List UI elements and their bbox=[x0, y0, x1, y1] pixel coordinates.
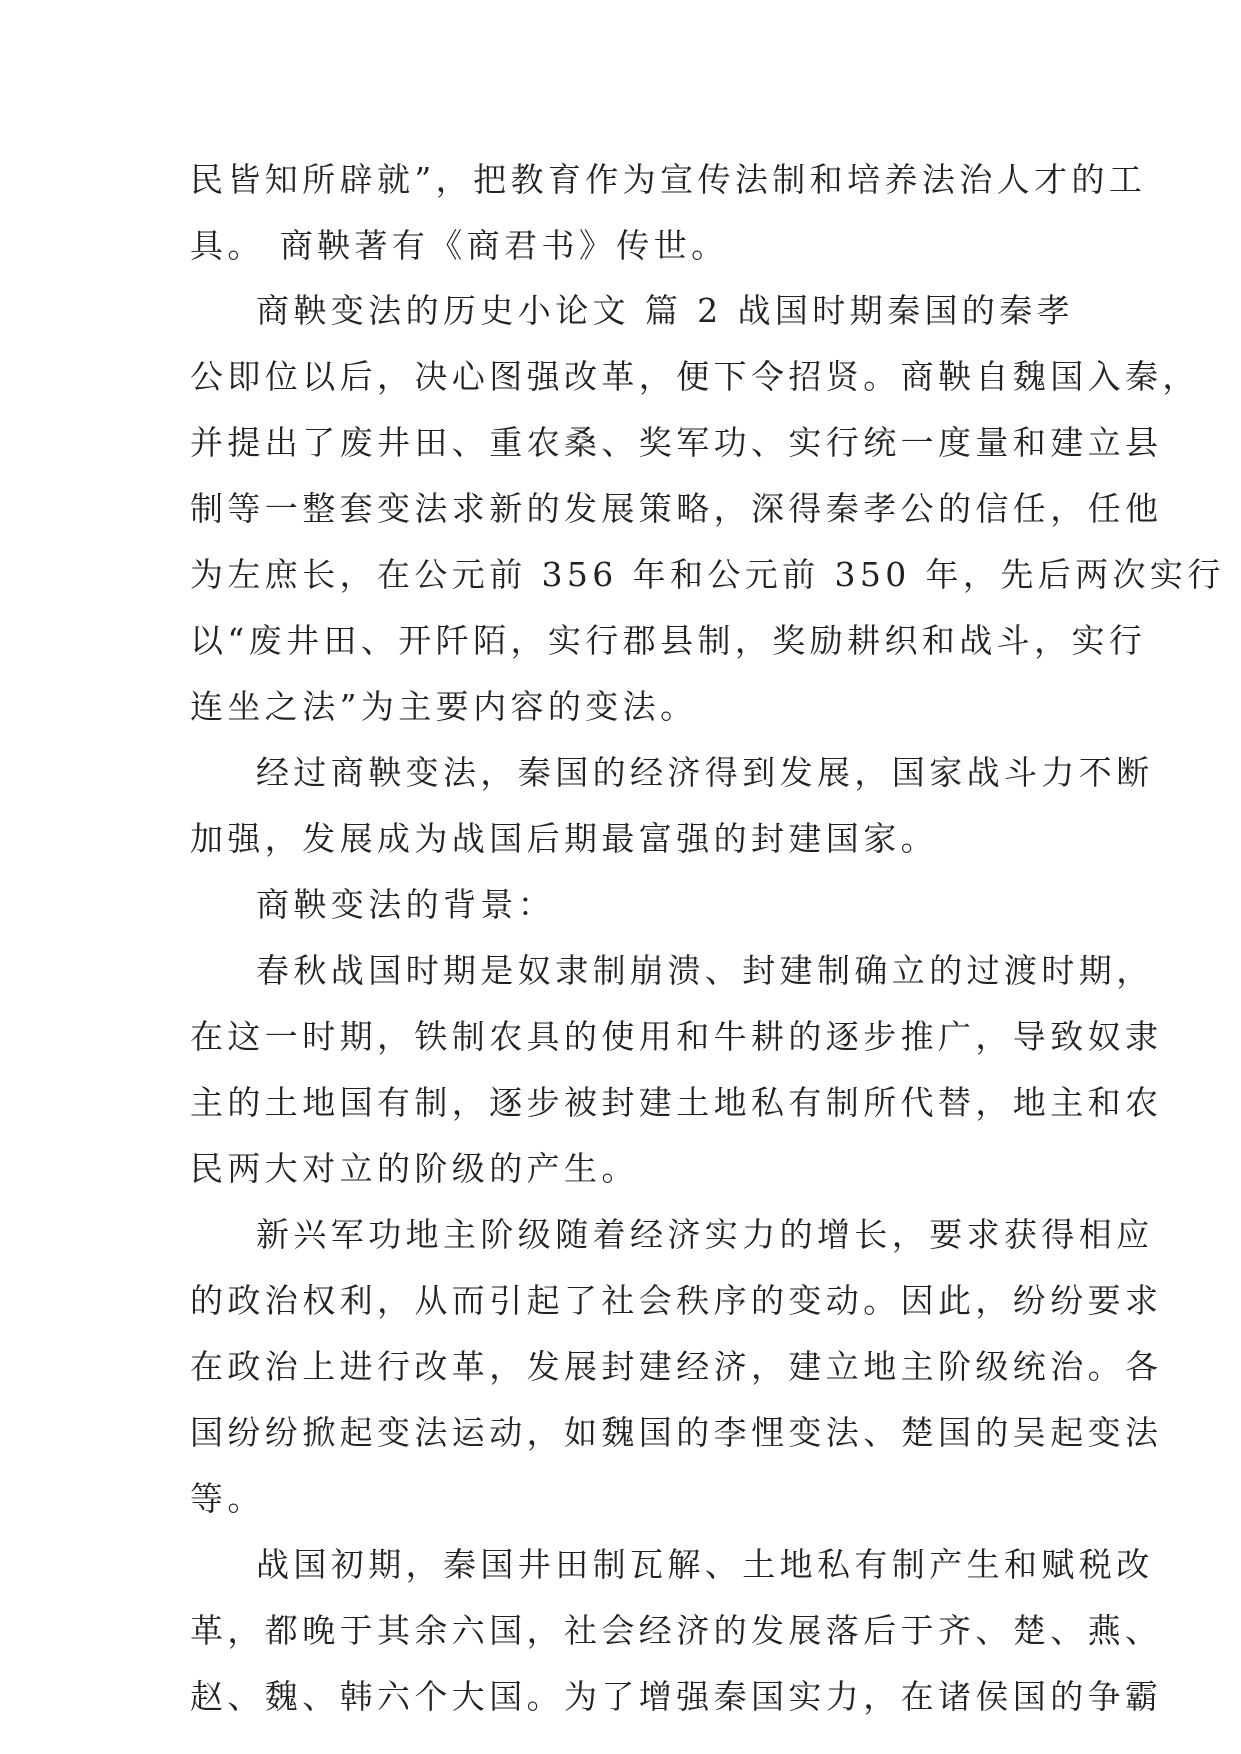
text-line: 赵、魏、韩六个大国。为了增强秦国实力，在诸侯国的争霸 bbox=[190, 1677, 1163, 1716]
text-line: 加强，发展成为战国后期最富强的封建国家。 bbox=[190, 819, 938, 858]
text-line: 主的土地国有制，逐步被封建土地私有制所代替，地主和农 bbox=[190, 1083, 1163, 1122]
text-line: 并提出了废井田、重农桑、奖军功、实行统一度量和建立县 bbox=[190, 423, 1163, 462]
text-line: 在政治上进行改革，发展封建经济，建立地主阶级统治。各 bbox=[190, 1347, 1163, 1386]
text-line: 的政治权利，从而引起了社会秩序的变动。因此，纷纷要求 bbox=[190, 1281, 1163, 1320]
text-line: 民两大对立的阶级的产生。 bbox=[190, 1149, 639, 1188]
text-line: 具。 商鞅著有《商君书》传世。 bbox=[190, 226, 729, 265]
text-line: 春秋战国时期是奴隶制崩溃、封建制确立的过渡时期， bbox=[256, 951, 1154, 990]
text-line: 战国初期，秦国井田制瓦解、土地私有制产生和赋税改 bbox=[256, 1545, 1154, 1584]
text-line: 商鞅变法的背景： bbox=[256, 885, 556, 924]
text-line: 民皆知所辟就”，把教育作为宣传法制和培养法治人才的工 bbox=[190, 160, 1147, 199]
text-line: 连坐之法”为主要内容的变法。 bbox=[190, 687, 698, 726]
text-line: 新兴军功地主阶级随着经济实力的增长，要求获得相应 bbox=[256, 1215, 1154, 1254]
text-line: 制等一整套变法求新的发展策略，深得秦孝公的信任，任他 bbox=[190, 489, 1163, 528]
text-line: 为左庶长，在公元前 356 年和公元前 350 年，先后两次实行 bbox=[190, 555, 1225, 594]
text-line: 经过商鞅变法，秦国的经济得到发展，国家战斗力不断 bbox=[256, 753, 1154, 792]
text-line: 国纷纷掀起变法运动，如魏国的李悝变法、楚国的吴起变法 bbox=[190, 1413, 1163, 1452]
text-line: 革，都晚于其余六国，社会经济的发展落后于齐、楚、燕、 bbox=[190, 1611, 1163, 1650]
text-line: 公即位以后，决心图强改革，便下令招贤。商鞅自魏国入秦， bbox=[190, 357, 1200, 396]
text-line: 以“废井田、开阡陌，实行郡县制，奖励耕织和战斗，实行 bbox=[190, 621, 1147, 660]
text-line: 在这一时期，铁制农具的使用和牛耕的逐步推广，导致奴隶 bbox=[190, 1017, 1163, 1056]
text-line: 商鞅变法的历史小论文 篇 2 战国时期秦国的秦孝 bbox=[256, 291, 1075, 330]
text-line: 等。 bbox=[190, 1479, 265, 1518]
